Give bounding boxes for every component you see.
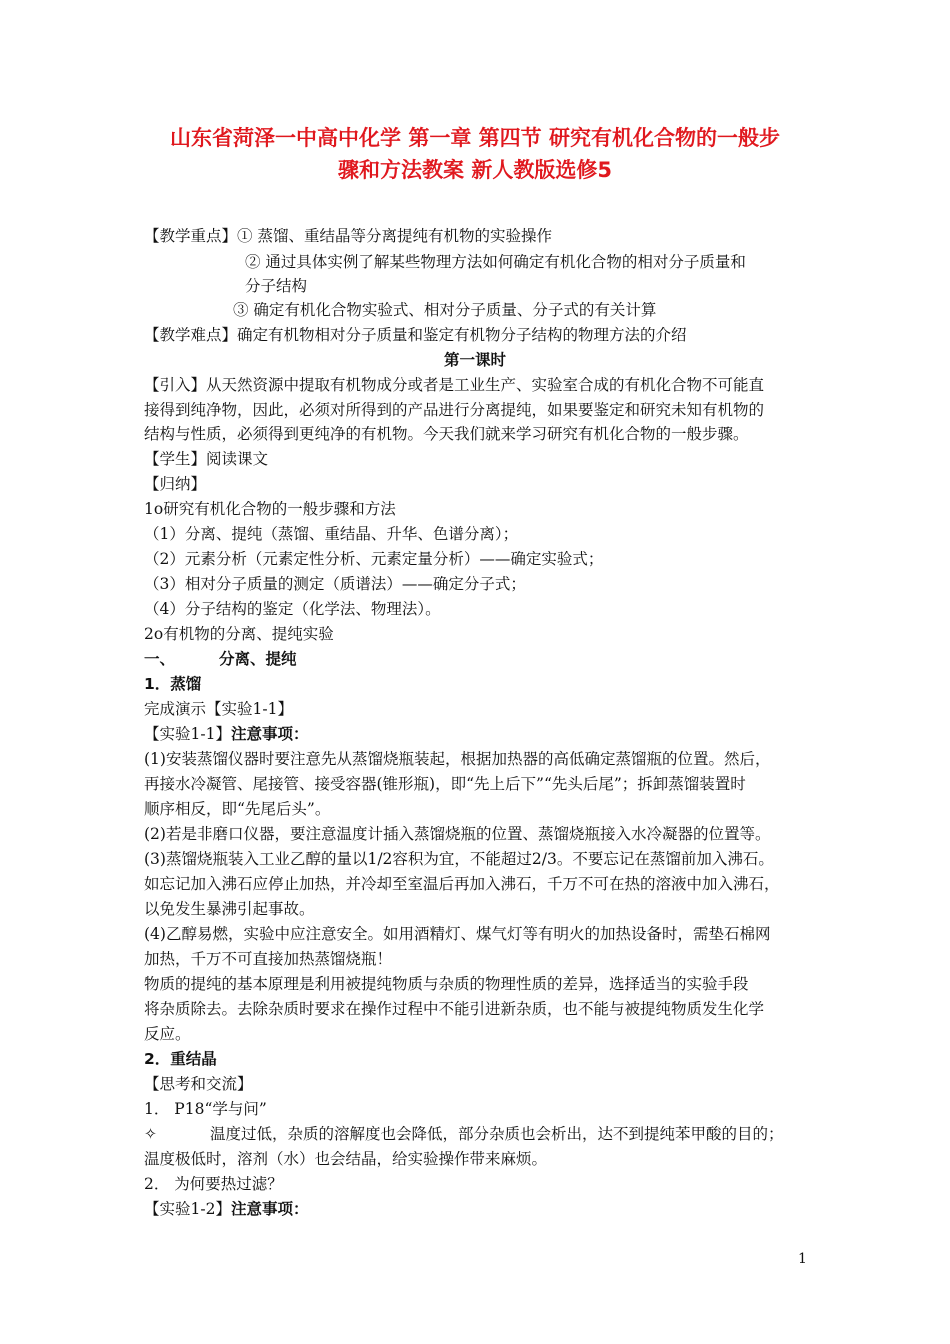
focus-line-1	[144, 224, 552, 248]
difficulty-label: 【教学难点】	[144, 326, 238, 344]
lesson-heading: 第一课时	[443, 351, 506, 369]
distill-note-1b: 再接水冷凝管、尾接管、接受容器(锥形瓶)，即“先上后下”“先头后尾”；拆卸蒸馏装置时	[144, 775, 746, 793]
intro-line-2: 接得到纯净物，因此，必须对所得到的产品进行分离提纯，如果要鉴定和研究未知有机物的	[144, 401, 765, 419]
difficulty-text: 确定有机物相对分子质量和鉴定有机物分子结构的物理方法的介绍	[237, 326, 687, 344]
distill-note-4b: 加热，千万不可直接加热蒸馏烧瓶！	[144, 950, 393, 968]
recryst-notes-label: 【实验1-2】	[144, 1200, 231, 1218]
focus-item-3: ③ 确定有机化合物实验式、相对分子质量、分子式的有关计算	[233, 301, 657, 319]
diamond-bullet-icon: ✧	[144, 1125, 157, 1143]
difficulty-line	[144, 323, 687, 347]
separation-heading: 2o有机物的分离、提纯实验	[144, 625, 334, 643]
answer-1a-line	[144, 1122, 784, 1146]
focus-item-1: ① 蒸馏、重结晶等分离提纯有机物的实验操作	[237, 227, 552, 245]
distill-demo: 完成演示【实验1-1】	[144, 700, 293, 718]
distill-note-1a: (1)安装蒸馏仪器时要注意先从蒸馏烧瓶装起，根据加热器的高低确定蒸馏瓶的位置。然后，	[144, 750, 771, 768]
focus-item-2b: 分子结构	[245, 277, 308, 295]
answer-1a: 温度过低，杂质的溶解度也会降低，部分杂质也会析出，达不到提纯苯甲酸的目的；	[210, 1125, 784, 1143]
principle-line-2: 将杂质除去。去除杂质时要求在操作过程中不能引进新杂质，也不能与被提纯物质发生化学	[144, 1000, 765, 1018]
section-1-heading	[144, 647, 297, 671]
question-1: 1． P18“学与问”	[144, 1100, 267, 1118]
recryst-heading: 2．重结晶	[144, 1050, 217, 1068]
question-2: 2． 为何要热过滤？	[144, 1175, 283, 1193]
focus-item-2a: ② 通过具体实例了解某些物理方法如何确定有机化合物的相对分子质量和	[245, 253, 746, 271]
title-line-2: 骤和方法教案 新人教版选修5	[338, 158, 612, 182]
summary-line: 【归纳】	[144, 475, 207, 493]
principle-line-1: 物质的提纯的基本原理是利用被提纯物质与杂质的物理性质的差异，选择适当的实验手段	[144, 975, 749, 993]
distill-notes-label: 【实验1-1】	[144, 725, 231, 743]
step-3: （3）相对分子质量的测定（质谱法）——确定分子式；	[144, 575, 526, 593]
distill-note-3c: 以免发生暴沸引起事故。	[144, 900, 315, 918]
distill-notes-heading	[144, 722, 308, 746]
step-4: （4）分子结构的鉴定（化学法、物理法）。	[144, 600, 441, 618]
intro-line-3: 结构与性质，必须得到更纯净的有机物。今天我们就来学习研究有机化合物的一般步骤。	[144, 425, 749, 443]
recryst-notes-title: 注意事项：	[230, 1200, 309, 1218]
intro-line-1: 【引入】从天然资源中提取有机物成分或者是工业生产、实验室合成的有机化合物不可能直	[144, 376, 765, 394]
section-1-title: 分离、提纯	[219, 650, 297, 668]
document-title	[100, 122, 850, 186]
distill-note-3b: 如忘记加入沸石应停止加热，并冷却至室温后再加入沸石，千万不可在热的溶液中加入沸石，	[144, 875, 780, 893]
focus-label: 【教学重点】	[144, 227, 238, 245]
principle-line-3: 反应。	[144, 1025, 191, 1043]
distill-note-2: (2)若是非磨口仪器，要注意温度计插入蒸馏烧瓶的位置、蒸馏烧瓶接入水冷凝器的位置等。	[144, 825, 771, 843]
recryst-notes-heading	[144, 1197, 308, 1221]
answer-1b: 温度极低时，溶剂（水）也会结晶，给实验操作带来麻烦。	[144, 1150, 548, 1168]
step-1: （1）分离、提纯（蒸馏、重结晶、升华、色谱分离）；	[144, 525, 519, 543]
distill-notes-title: 注意事项：	[230, 725, 309, 743]
student-line: 【学生】阅读课文	[144, 450, 269, 468]
distill-heading: 1．蒸馏	[144, 675, 202, 693]
think-heading: 【思考和交流】	[144, 1075, 253, 1093]
distill-note-1c: 顺序相反，即“先尾后头”。	[144, 800, 331, 818]
page-number: 1	[798, 1251, 807, 1267]
distill-note-4a: (4)乙醇易燃，实验中应注意安全。如用酒精灯、煤气灯等有明火的加热设备时，需垫石棉网	[144, 925, 771, 943]
section-1-number: 一、	[144, 650, 176, 668]
title-line-1: 山东省菏泽一中高中化学 第一章 第四节 研究有机化合物的一般步	[170, 126, 780, 150]
steps-heading: 1o研究有机化合物的一般步骤和方法	[144, 500, 396, 518]
step-2: （2）元素分析（元素定性分析、元素定量分析）——确定实验式；	[144, 550, 604, 568]
distill-note-3a: (3)蒸馏烧瓶装入工业乙醇的量以1/2容积为宜，不能超过2/3。不要忘记在蒸馏前加入沸石。	[144, 850, 774, 868]
